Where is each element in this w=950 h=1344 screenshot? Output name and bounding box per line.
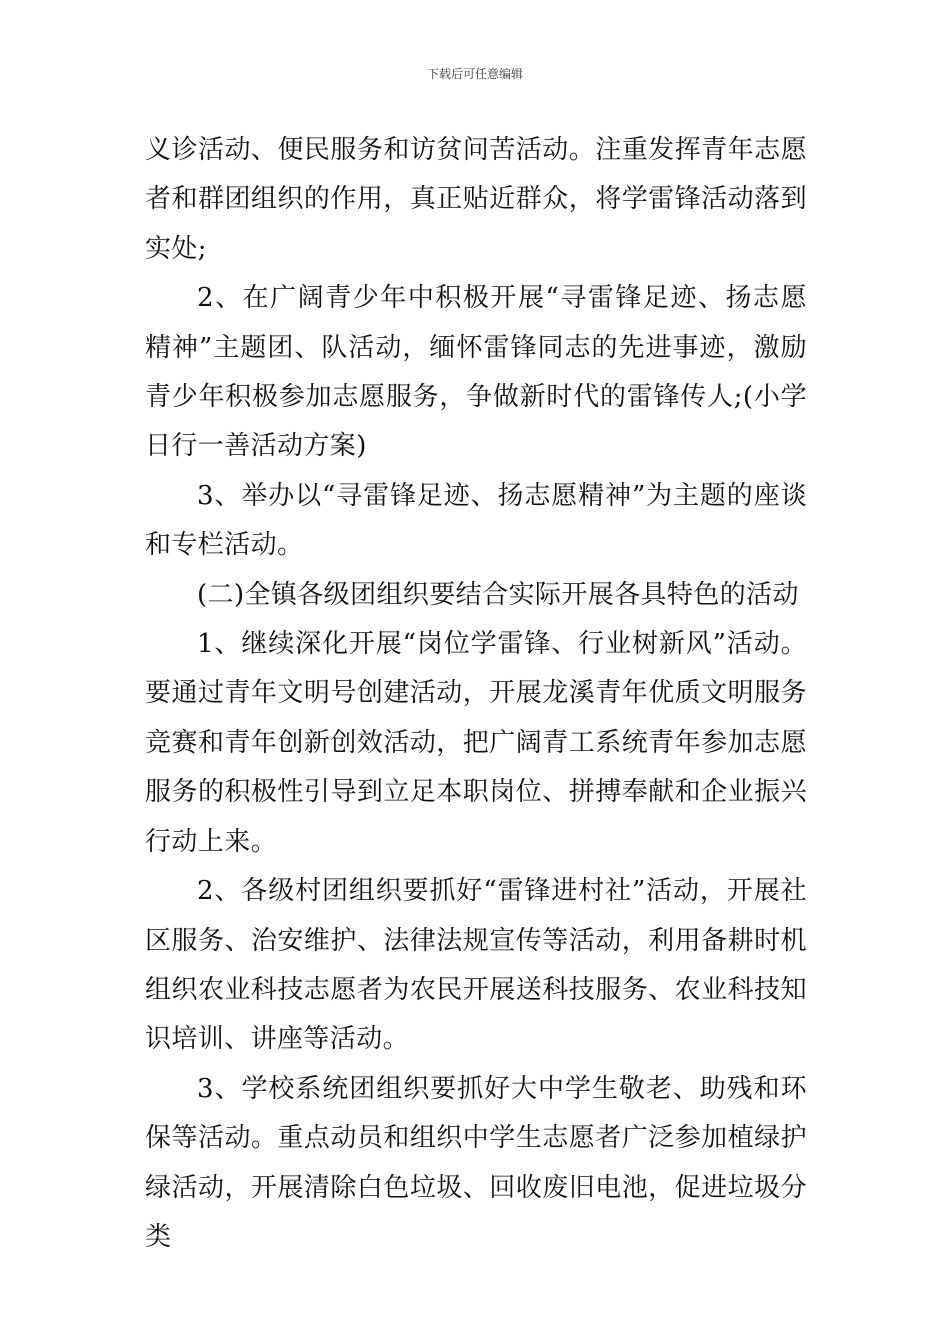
- paragraph-4: 1、继续深化开展“岗位学雷锋、行业树新风”活动。要通过青年文明号创建活动，开展龙溪青年优质文明服务竞赛和青年创新创效活动，把广阔青工系统青年参加志愿服务的积极性引导到立足本职岗位、拼搏奉献和企业振兴行动上来。: [145, 629, 807, 857]
- paragraph-6: 3、学校系统团组织要抓好大中学生敬老、助残和环保等活动。重点动员和组织中学生志愿者广泛参加植绿护绿活动，开展清除白色垃圾、回收废旧电池，促进垃圾分类: [145, 1073, 807, 1252]
- paragraph-3: 3、举办以“寻雷锋足迹、扬志愿精神”为主题的座谈和专栏活动。: [145, 480, 807, 561]
- page-header-note: 下载后可任意编辑: [426, 67, 523, 81]
- document-body: [145, 126, 807, 1262]
- section-heading: (二)全镇各级团组织要结合实际开展各具特色的活动: [197, 579, 799, 610]
- paragraph-5: 2、各级村团组织要抓好“雷锋进村社”活动，开展社区服务、治安维护、法律法规宣传等活动，利用备耕时机组织农业科技志愿者为农民开展送科技服务、农业科技知识培训、讲座等活动。: [145, 876, 807, 1055]
- paragraph-2: 2、在广阔青少年中积极开展“寻雷锋足迹、扬志愿精神”主题团、队活动，缅怀雷锋同志的先进事迹，激励青少年积极参加志愿服务，争做新时代的雷锋传人;(小学日行一善活动方案): [145, 283, 807, 462]
- paragraph-1: 义诊活动、便民服务和访贫问苦活动。注重发挥青年志愿者和群团组织的作用，真正贴近群众，将学雷锋活动落到实处;: [145, 135, 807, 264]
